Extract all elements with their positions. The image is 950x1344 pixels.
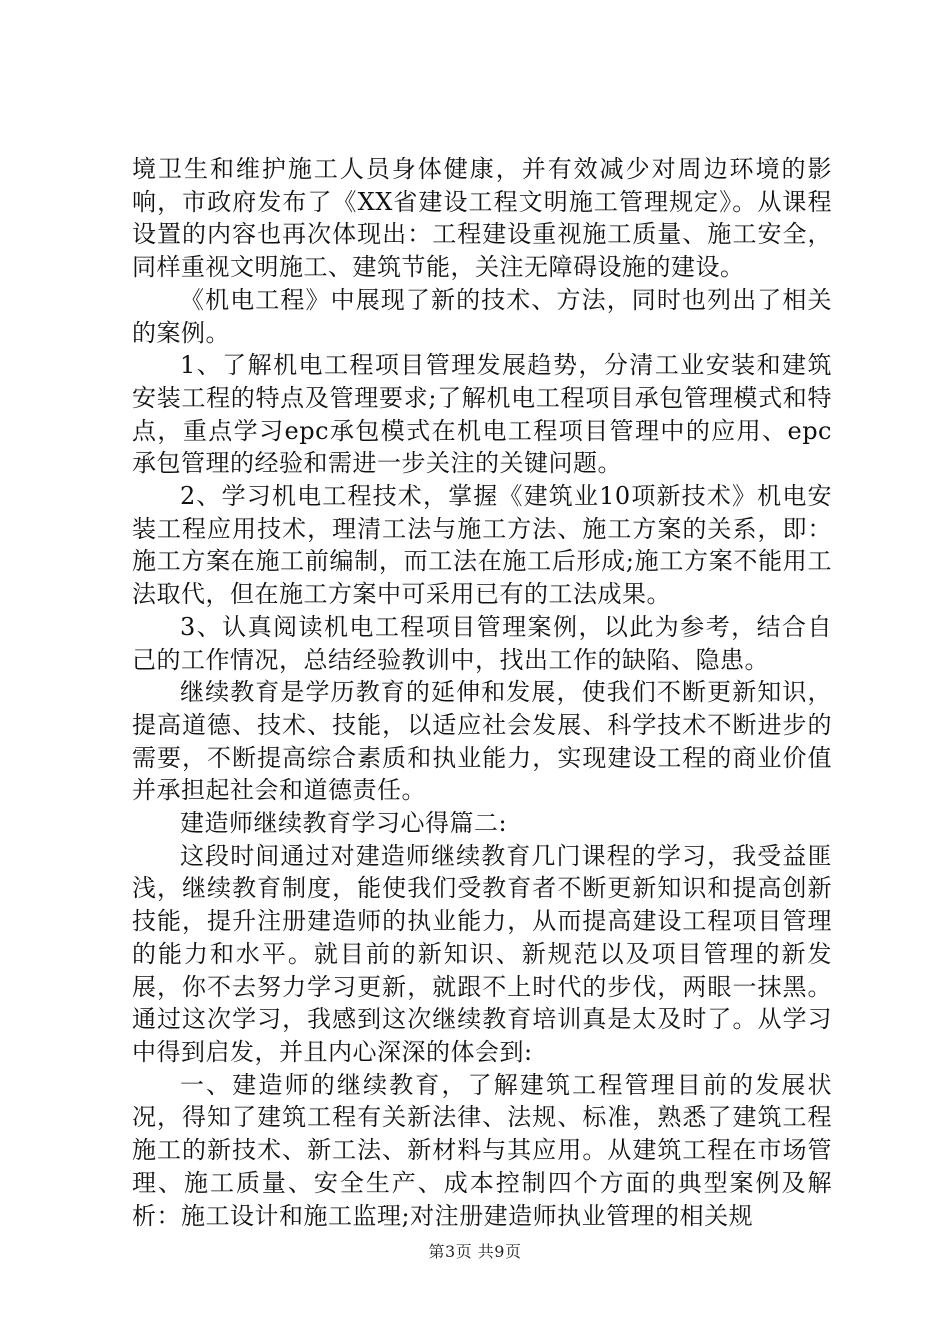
paragraph-9: 一、建造师的继续教育，了解建筑工程管理目前的发展状况，得知了建筑工程有关新法律、法规、标准，熟悉了建筑工程施工的新技术、新工法、新材料与其应用。从建筑工程在市场管理、施工质量、安全生产、成本控制四个方面的典型案例及解析：施工设计和施工监理;对注册建造师执业管理的相关规 bbox=[132, 1070, 832, 1230]
paragraph-3: 1、了解机电工程项目管理发展趋势，分清工业安装和建筑安装工程的特点及管理要求;了解机电工程项目承包管理模式和特点，重点学习epc承包模式在机电工程项目管理中的应用、epc承包管理的经验和需进一步关注的关键问题。 bbox=[132, 351, 832, 478]
paragraph-8: 这段时间通过对建造师继续教育几门课程的学习，我受益匪浅，继续教育制度，能使我们受教育者不断更新知识和提高创新技能，提升注册建造师的执业能力，从而提高建设工程项目管理的能力和水平。就目前的新知识、新规范以及项目管理的新发展，你不去努力学习更新，就跟不上时代的步伐，两眼一抹黑。通过这次学习，我感到这次继续教育培训真是太及时了。从学习中得到启发，并且内心深深的体会到: bbox=[132, 841, 832, 1066]
section-heading: 建造师继续教育学习心得篇二: bbox=[180, 809, 508, 838]
paragraph-1: 境卫生和维护施工人员身体健康，并有效减少对周边环境的影响，市政府发布了《XX省建设工程文明施工管理规定》。从课程设置的内容也再次体现出：工程建设重视施工质量、施工安全，同样重视文明施工、建筑节能，关注无障碍设施的建设。 bbox=[132, 155, 832, 282]
paragraph-5: 3、认真阅读机电工程项目管理案例，以此为参考，结合自己的工作情况，总结经验教训中，找出工作的缺陷、隐患。 bbox=[132, 612, 832, 674]
page-footer: 第3页 共9页 bbox=[428, 1242, 522, 1261]
document-body bbox=[132, 153, 832, 1232]
paragraph-6: 继续教育是学历教育的延伸和发展，使我们不断更新知识，提高道德、技术、技能，以适应社会发展、科学技术不断进步的需要，不断提高综合素质和执业能力，实现建设工程的商业价值并承担起社会和道德责任。 bbox=[132, 678, 832, 805]
paragraph-4: 2、学习机电工程技术，掌握《建筑业10项新技术》机电安装工程应用技术，理清工法与施工方法、施工方案的关系，即：施工方案在施工前编制，而工法在施工后形成;施工方案不能用工法取代，但在施工方案中可采用已有的工法成果。 bbox=[132, 482, 832, 609]
paragraph-2: 《机电工程》中展现了新的技术、方法，同时也列出了相关的案例。 bbox=[132, 285, 832, 347]
